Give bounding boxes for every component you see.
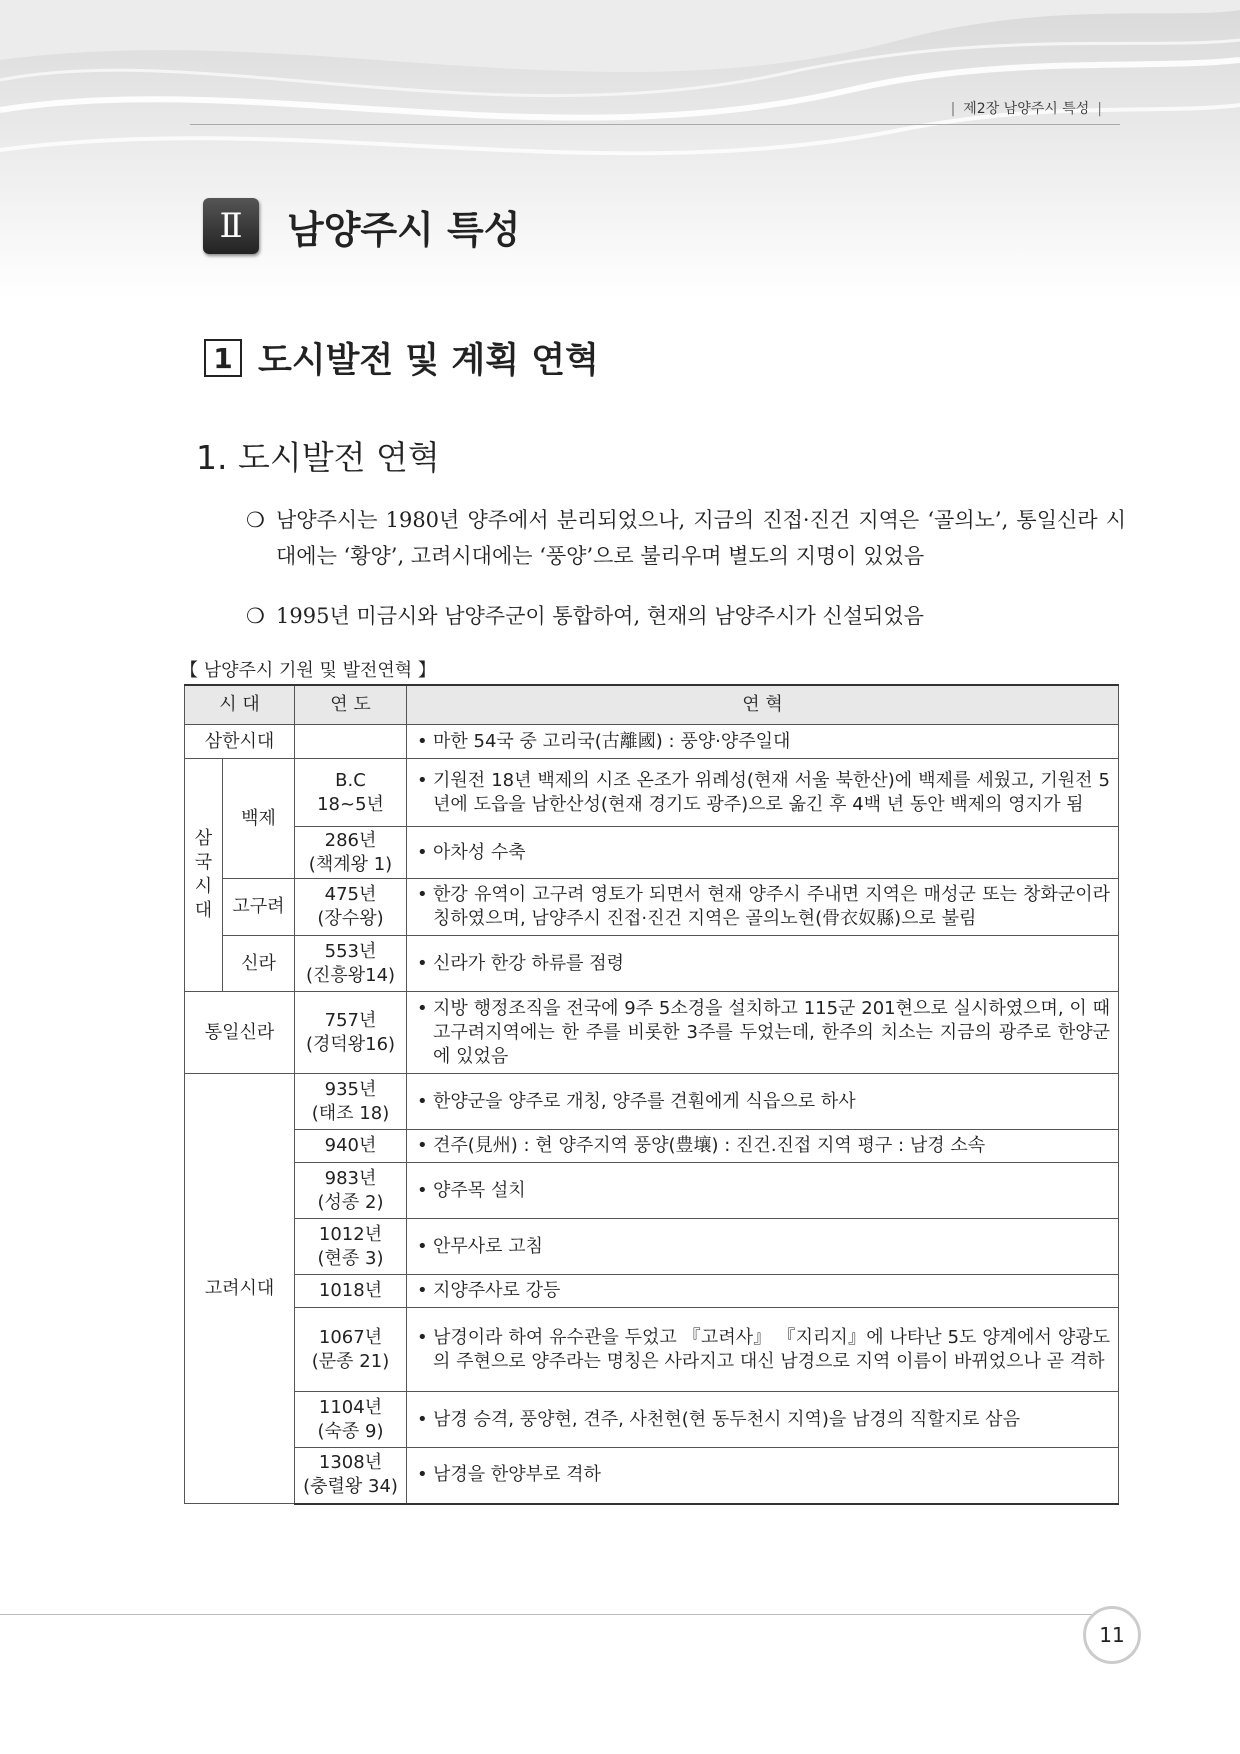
table-row [185, 1163, 1119, 1219]
bullet-icon: • [417, 1135, 428, 1156]
subsection-title: 1. 도시발전 연혁 [196, 438, 440, 477]
year-cell: 757년 (경덕왕16) [295, 992, 407, 1074]
bullet-icon: • [417, 1280, 428, 1301]
year-cell: 1104년 (숙종 9) [295, 1392, 407, 1448]
bullet-icon: • [417, 1408, 428, 1430]
desc-cell: • 남경이라 하여 유수관을 두었고 『고려사』 『지리지』에 나타난 5도 양계에서 양광도의 주현으로 양주라는 명칭은 사라지고 대신 남경으로 지역 이름이 바뀌었으나 곧 격하 [407, 1308, 1119, 1392]
table-row [185, 725, 1119, 759]
header-year: 연 도 [295, 685, 407, 725]
table-caption: 【 남양주시 기원 및 발전연혁 】 [180, 660, 436, 681]
bullet-icon: • [417, 841, 428, 863]
bullet-icon: • [417, 769, 428, 791]
table-row [185, 759, 1119, 827]
table-row [185, 827, 1119, 879]
section-heading [204, 333, 599, 383]
era-cell: 통일신라 [185, 992, 295, 1074]
table-row [185, 1308, 1119, 1392]
year-cell: 1012년 (현종 3) [295, 1219, 407, 1275]
table-row [185, 1448, 1119, 1504]
section-number-box: 1 [204, 339, 242, 377]
table-row [185, 1392, 1119, 1448]
table-row [185, 936, 1119, 992]
year-cell [295, 725, 407, 759]
paragraph-text: 1995년 미금시와 남양주군이 통합하여, 현재의 남양주시가 신설되었음 [276, 604, 924, 628]
table-row [185, 1074, 1119, 1130]
year-cell: 983년 (성종 2) [295, 1163, 407, 1219]
era-cell: 고려시대 [185, 1074, 295, 1504]
table-header-row [185, 685, 1119, 725]
bullet-icon: • [417, 997, 428, 1019]
year-cell: 475년 (장수왕) [295, 879, 407, 936]
circle-bullet-icon: ❍ [246, 508, 265, 532]
year-cell: 1018년 [295, 1275, 407, 1308]
paragraph-2 [246, 598, 1126, 634]
year-cell: 553년 (진흥왕14) [295, 936, 407, 992]
section-title: 도시발전 및 계획 연혁 [258, 341, 599, 381]
table-row [185, 1219, 1119, 1275]
bullet-icon: • [417, 1179, 428, 1201]
year-cell: 286년 (책계왕 1) [295, 827, 407, 879]
header-wave-background [0, 0, 1240, 300]
bullet-icon: • [417, 884, 428, 905]
era-vertical-cell: 삼국시대 [185, 759, 223, 992]
desc-cell: • 기원전 18년 백제의 시조 온조가 위례성(현재 서울 북한산)에 백제를 세웠고, 기원전 5년에 도읍을 남한산성(현재 경기도 광주)으로 옮긴 후 4백 년 동안 백제의 영지가 됨 [407, 759, 1119, 827]
chapter-title: 남양주시 특성 [287, 207, 521, 252]
bullet-icon: • [417, 730, 428, 752]
kingdom-cell: 백제 [223, 759, 295, 879]
year-cell: 1308년 (충렬왕 34) [295, 1448, 407, 1504]
year-cell: 935년 (태조 18) [295, 1074, 407, 1130]
year-cell: 1067년 (문종 21) [295, 1308, 407, 1392]
footer-rule [0, 1614, 1100, 1615]
desc-cell: • 신라가 한강 하류를 점령 [407, 936, 1119, 992]
year-cell: B.C 18~5년 [295, 759, 407, 827]
page-number: 11 [1083, 1606, 1141, 1664]
header-history: 연 혁 [407, 685, 1119, 725]
table-row [185, 992, 1119, 1074]
desc-cell: • 한양군을 양주로 개칭, 양주를 견훤에게 식읍으로 하사 [407, 1074, 1119, 1130]
desc-cell: • 견주(見州) : 현 양주지역 풍양(豊壤) : 진건.진접 지역 평구 : 남경 소속 [407, 1130, 1119, 1163]
paragraph-text: 남양주시는 1980년 양주에서 분리되었으나, 지금의 진접·진건 지역은 ‘골의노’, 통일신라 시대에는 ‘황양’, 고려시대에는 ‘풍양’으로 불리우며 별도의 지명이 있었음 [276, 508, 1126, 568]
history-table [184, 684, 1119, 1505]
desc-cell: • 남경 승격, 풍양현, 견주, 사천현(현 동두천시 지역)을 남경의 직할지로 삼음 [407, 1392, 1119, 1448]
desc-cell: • 지방 행정조직을 전국에 9주 5소경을 설치하고 115군 201현으로 실시하였으며, 이 때 고구려지역에는 한 주를 비롯한 3주를 두었는데, 한주의 치소는 지금의 광주로 한양군에 있었음 [407, 992, 1119, 1074]
desc-cell: • 지양주사로 강등 [407, 1275, 1119, 1308]
header-rule [190, 124, 1120, 125]
desc-cell: • 남경을 한양부로 격하 [407, 1448, 1119, 1504]
kingdom-cell: 고구려 [223, 879, 295, 936]
bullet-icon: • [417, 1464, 428, 1486]
chapter-heading [203, 198, 520, 254]
table-row [185, 1275, 1119, 1308]
desc-cell: • 한강 유역이 고구려 영토가 되면서 현재 양주시 주내면 지역은 매성군 또는 창화군이라 칭하였으며, 남양주시 진접·진건 지역은 골의노현(骨衣奴縣)으로 불림 [407, 879, 1119, 936]
paragraph-1 [246, 502, 1126, 574]
circle-bullet-icon: ❍ [246, 604, 265, 628]
desc-cell: • 양주목 설치 [407, 1163, 1119, 1219]
desc-cell: • 마한 54국 중 고리국(古離國) : 풍양·양주일대 [407, 725, 1119, 759]
header-era: 시 대 [185, 685, 295, 725]
bullet-icon: • [417, 1090, 428, 1112]
running-head: | 제2장 남양주시 특성 | [950, 101, 1102, 117]
bullet-icon: • [417, 1235, 428, 1257]
table-row [185, 1130, 1119, 1163]
kingdom-cell: 신라 [223, 936, 295, 992]
desc-cell: • 안무사로 고침 [407, 1219, 1119, 1275]
year-cell: 940년 [295, 1130, 407, 1163]
bullet-icon: • [417, 952, 428, 974]
era-cell: 삼한시대 [185, 725, 295, 759]
table-row [185, 879, 1119, 936]
desc-cell: • 아차성 수축 [407, 827, 1119, 879]
bullet-icon: • [417, 1326, 428, 1348]
chapter-number-badge: Ⅱ [203, 198, 259, 254]
